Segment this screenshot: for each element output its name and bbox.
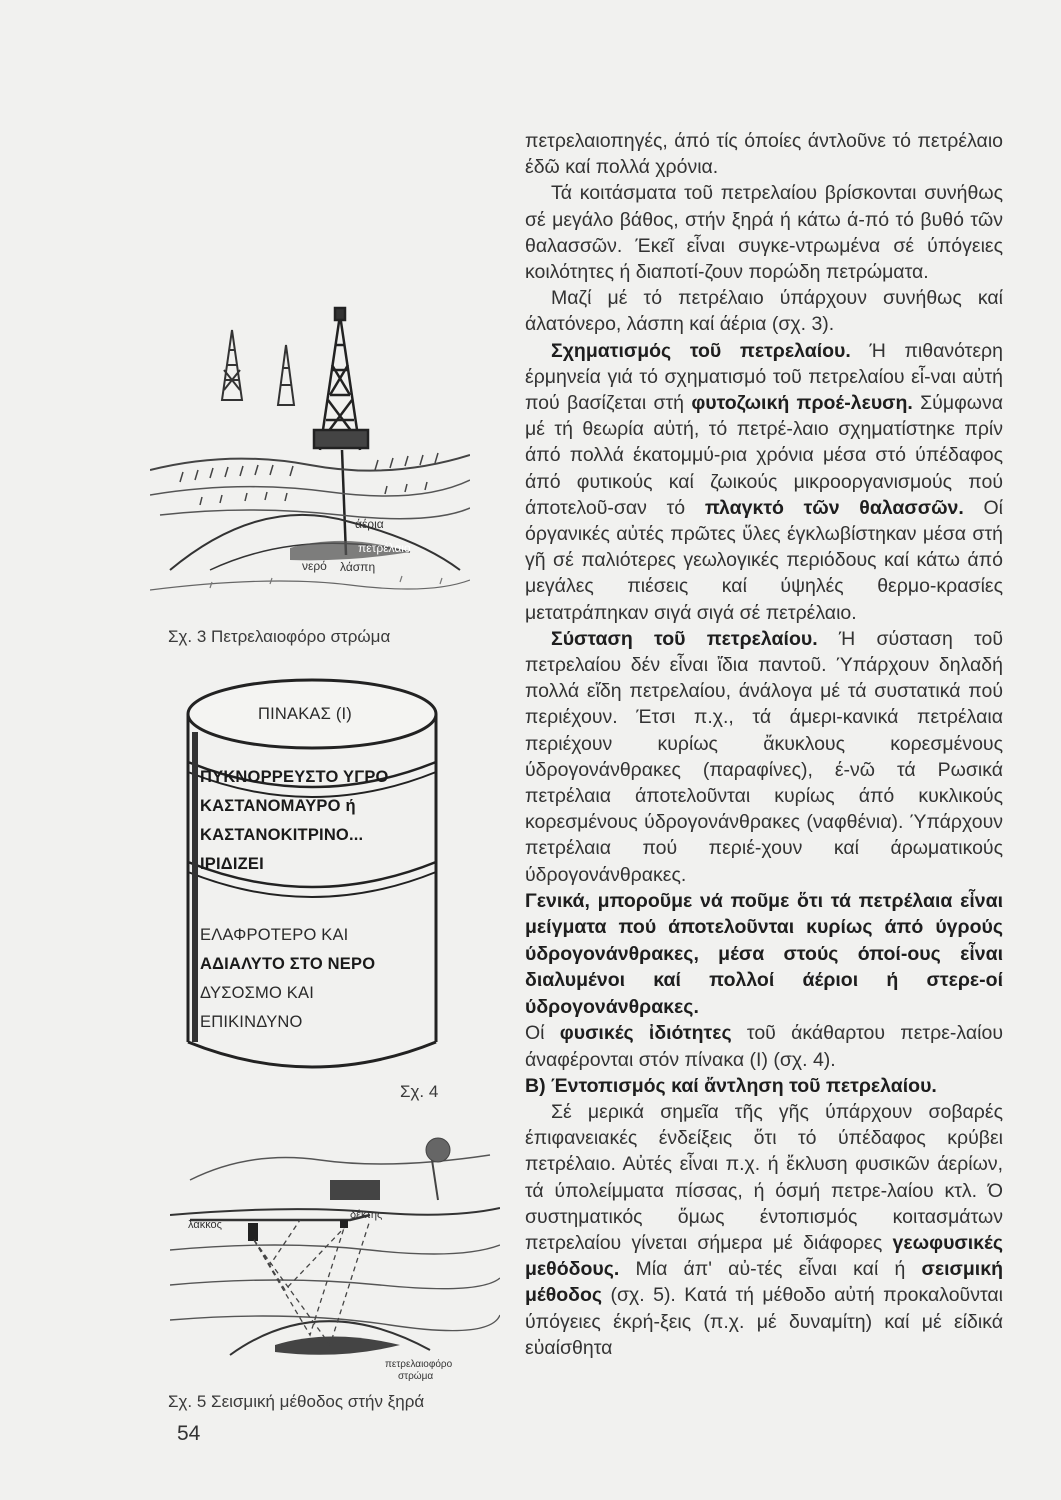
formation-text-e: Οί όργανικές αὐτές πρῶτες ὕλες έγκλωβίστηκαν μέσα στή γῆ σέ παλιότερες γεωλογικές περιόδους καί κάτω άπό μεγάλες πιέσεις καί ύψηλές θερμο-κρασίες μετατράπηκαν σιγά σιγά σέ πετρέλαιο. (525, 496, 1003, 624)
summary-paragraph: Γενικά, μποροῦμε νά ποῦμε ὅτι τά πετρέλαια εἶναι μείγματα πού άποτελοῦνται κυρίως άπό ύγρούς ύδρογονάνθρακες, μέσα στούς όποί-ους εἶναι διαλυμένοι καί πολλοί άέριοι ή στερε-οί ύδρογονάνθρακες. (525, 889, 1003, 1018)
formation-text-c: Σύμφωνα μέ τή θεωρία αὐτή, τό πετρέ-λαιο σχηματίστηκε πρίν άπό πολλά έκατομμύ-ρια χρόνια μέσα στό ύπέδαφος άπό φυτικούς καί ζωικούς μικροοργανισμούς πού άποτελοῦ-σαν τό (525, 392, 1003, 519)
property-line-2: ΚΑΣΤΑΝΟΜΑΥΡΟ ή (200, 797, 356, 815)
label-oil: πετρέλαιο (358, 541, 411, 555)
fig4-table-text (200, 700, 440, 1037)
term-organic-origin: φυτοζωική προέ-λευση. (691, 392, 913, 415)
heading-localization-text: Β) Έντοπισμός καί ἄντληση τοῦ πετρελαίου. (525, 1074, 937, 1097)
property-line-1: ΠΥΚΝΟΡΡΕΥΣΤΟ ΥΓΡΟ (200, 768, 389, 786)
label-water: νερό (302, 559, 327, 573)
term-plankton: πλαγκτό τῶν θαλασσῶν. (704, 496, 964, 519)
properties-text-c: τοῦ άκάθαρτου πετρε-λαίου άναφέρονται στόν πίνακα (Ι) (σχ. 4). (525, 1022, 1003, 1071)
heading-composition: Σύσταση τοῦ πετρελαίου. (551, 627, 818, 650)
label-oil-layer-1: πετρελαιοφόρο (385, 1359, 453, 1370)
fig5-seismic-method (170, 1120, 500, 1390)
property-line-4: ΙΡΙΔΙΖΕΙ (200, 855, 264, 873)
composition-text: Ή σύσταση τοῦ πετρελαίου δέν εἶναι ἴδια παντοῦ. Ύπάρχουν δηλαδή πολλά εἴδη πετρελαίου, άνάλογα μέ τά συστατικά πού περιέχουν. Έτσι π.χ., τά άμερι-κανικά πετρέλαια περιέχουν κυρίως ἄκυκλους κορεσμένους ύδρογονάνθρακες (παραφίνες), έ-νῶ τά Ρωσικά πετρέλαια άποτελοῦνται κυρίως άπό κυκλικούς κορεσμένους ύδρογονάνθρακες (ναφθένια). Ύπάρχουν πετρέλαια πού περιέ-χουν καί άρωματικούς ύδρογονάνθρακες. (525, 627, 1003, 886)
localization-text-a: Σέ μερικά σημεῖα τῆς γῆς ύπάρχουν σοβαρές έπιφανειακές ένδείξεις ὅτι τό ύπέδαφος κρύβει πετρέλαιο. Αὐτές εἶναι π.χ. ή ἔκλυση φυσικῶν άερίων, τά ύπολείμματα πίσσας, ή όσμή πετρε-λαίου κτλ. Ό συστηματικός ὅμως έντοπισμός κοιτασμάτων πετρελαίου γίνεται σήμερα μέ διάφορες (525, 1101, 1003, 1255)
label-oil-layer-2: στρώμα (398, 1371, 434, 1382)
label-gas: άέρια (355, 517, 384, 531)
fig5-caption: Σχ. 5 Σεισμική μέθοδος στήν ξηρά (168, 1392, 425, 1411)
label-mud: λάσπη (340, 560, 376, 574)
paragraph-properties (525, 1020, 1003, 1072)
property-line-7: ΔΥΣΟΣΜΟ ΚΑΙ (200, 984, 314, 1002)
paragraph-3: Μαζί μέ τό πετρέλαιο ύπάρχουν συνήθως καί άλατόνερο, λάσπη καί άέρια (σχ. 3). (525, 287, 1003, 336)
fig4-caption: Σχ. 4 (400, 1082, 439, 1101)
term-seismic-method: σεισμική μέθοδος (525, 1258, 1003, 1307)
property-line-8: ΕΠΙΚΙΝΔΥΝΟ (200, 1013, 303, 1031)
property-line-6: ΑΔΙΑΛΥΤΟ ΣΤΟ ΝΕΡΟ (200, 955, 376, 973)
page-number: 54 (177, 1422, 201, 1445)
localization-text-e: (σχ. 5). Κατά τή μέθοδο αὐτή προκαλοῦνται ύπόγειες έκρή-ξεις (π.χ. μέ δυναμίτη) καί μέ είδικά εὐαίσθητα (525, 1284, 1003, 1359)
fig3-caption: Σχ. 3 Πετρελαιοφόρο στρώμα (168, 627, 391, 646)
heading-formation: Σχηματισμός τοῦ πετρελαίου. (551, 339, 851, 362)
term-geophysical-methods: γεωφυσικές μεθόδους. (525, 1232, 1003, 1281)
localization-text-c: Μία άπ' αὐ-τές εἶναι καί ή (619, 1258, 922, 1281)
properties-text-a: Οί (525, 1022, 560, 1045)
paragraph-composition (525, 626, 1003, 888)
truck-icon (330, 1180, 380, 1200)
paragraph-formation (525, 338, 1003, 626)
body-text-column (525, 128, 1003, 1361)
paragraph-2: Τά κοιτάσματα τοῦ πετρελαίου βρίσκονται συνήθως σέ μεγάλο βάθος, στήν ξηρά ή κάτω ά-πό τό βυθό τῶν θαλασσῶν. Έκεῖ εἶναι συγκε-ντρωμένα σέ ύπόγειες κοιλότητες ή διαποτί-ζουν πορώδη πετρώματα. (525, 182, 1003, 284)
formation-text-a: Ή πιθανότερη έρμηνεία γιά τό σχηματισμό τοῦ πετρελαίου εἶ-ναι αὐτή πού βασίζεται στή (525, 339, 1003, 415)
label-hole: λάκκος (188, 1219, 222, 1231)
table-title: ΠΙΝΑΚΑΣ (Ι) (258, 705, 352, 723)
fig3-oil-layer-illustration (150, 270, 470, 610)
label-receiver: δέκτης (350, 1209, 383, 1221)
heading-localization (525, 1073, 1003, 1099)
paragraph-1: πετρελαιοπηγές, άπό τίς όποίες άντλοῦνε τό πετρέλαιο έδῶ καί πολλά χρόνια. (525, 130, 1003, 179)
tree-icon (426, 1138, 450, 1200)
paragraph-localization (525, 1099, 1003, 1361)
property-line-3: ΚΑΣΤΑΝΟΚΙΤΡΙΝΟ... (200, 826, 364, 844)
term-physical-properties: φυσικές ἰδιότητες (559, 1022, 732, 1045)
property-line-5: ΕΛΑΦΡΟΤΕΡΟ ΚΑΙ (200, 926, 349, 944)
